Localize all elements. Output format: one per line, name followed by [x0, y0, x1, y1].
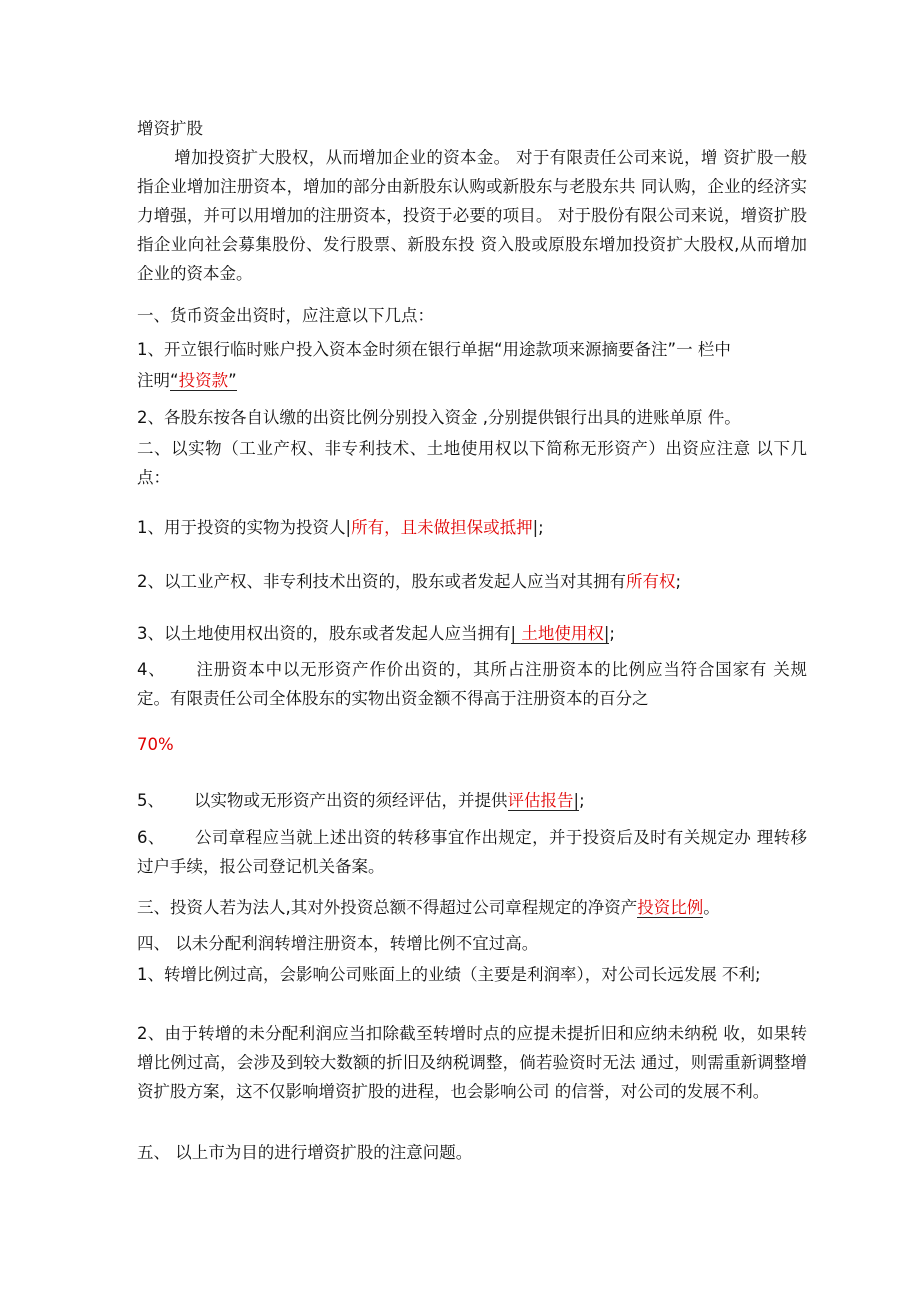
property-right-highlight: 所有权: [626, 572, 676, 591]
land-use-right-highlight: | 土地使用权|: [510, 624, 610, 643]
investment-ratio-highlight: 投资比例: [637, 898, 704, 917]
section-4-heading: 四、 以未分配利润转增注册资本，转增比例不宜过高。: [137, 934, 539, 953]
evaluation-report-highlight: 评估报告|: [507, 791, 580, 810]
s2-item-4: 4、 注册资本中以无形资产作价出资的，其所占注册资本的比例应当符合国家有 关规定。有限责任公司全体股东的实物出资金额不得高于注册资本的百分之: [137, 660, 807, 708]
s1-item-2: 2、各股东按各自认缴的出资比例分别投入资金 ,分别提供银行出具的进账单原 件。: [137, 408, 741, 427]
percentage-70: 70%: [137, 735, 174, 754]
section-5-heading: 五、 以上市为目的进行增资扩股的注意问题。: [137, 1143, 473, 1162]
s4-item-2: 2、由于转增的未分配利润应当扣除截至转增时点的应提未提折旧和应纳未纳税 收，如果转增比例过高，会涉及到较大数额的折旧及纳税调整，倘若验资时无法 通过，则需重新调整增资扩股方案，这不仅影响增资扩股的进程，也会影响公司 的信誉，对公司的发展不利。: [137, 1024, 807, 1101]
intro-text: 增加投资扩大股权，从而增加企业的资本金。 对于有限责任公司来说，增 资扩股一般指企业增加注册资本，增加的部分由新股东认购或新股东与老股东共 同认购，企业的经济实力增强，并可以用增加的注册资本，投资于必要的项目。 对于股份有限公司来说，增资扩股指企业向社会募集股份、发行股票、新股东投 资入股或原股东增加投资扩大股权,从而增加企业的资本金。: [137, 148, 807, 283]
s2-item-5: 5、 以实物或无形资产出资的须经评估，并提供评估报告|;: [137, 791, 585, 810]
s1-item-1-line-2: 注明“投资款”: [137, 371, 237, 390]
doc-title: 增资扩股: [137, 119, 203, 138]
s2-item-3: 3、以土地使用权出资的，股东或者发起人应当拥有| 土地使用权|;: [137, 624, 615, 643]
section-2-heading: 二、以实物（工业产权、非专利技术、土地使用权以下简称无形资产）出资应注意 以下几点：: [137, 439, 807, 487]
section-1-heading: 一、货币资金出资时，应注意以下几点：: [137, 306, 434, 325]
s2-item-2: 2、以工业产权、非专利技术出资的，股东或者发起人应当对其拥有所有权;: [137, 572, 682, 591]
s2-item-6: 6、 公司章程应当就上述出资的转移事宜作出规定，并于投资后及时有关规定办 理转移过户手续，报公司登记机关备案。: [137, 828, 807, 876]
s2-item-1: 1、用于投资的实物为投资人|所有，且未做担保或抵押|;: [137, 518, 544, 537]
s4-item-1: 1、转增比例过高，会影响公司账面上的业绩（主要是利润率），对公司长远发展 不利;: [137, 965, 761, 984]
ownership-highlight: 所有，且未做担保或抵押: [351, 518, 533, 537]
s1-item-1-line-1: 1、开立银行临时账户投入资本金时须在银行单据“用途款项来源摘要备注”一 栏中: [137, 340, 731, 359]
section-3-text: 三、投资人若为法人,其对外投资总额不得超过公司章程规定的净资产投资比例。: [137, 898, 720, 917]
intro-paragraph: [137, 143, 807, 288]
investment-funds-highlight: “投资款”: [170, 371, 237, 390]
